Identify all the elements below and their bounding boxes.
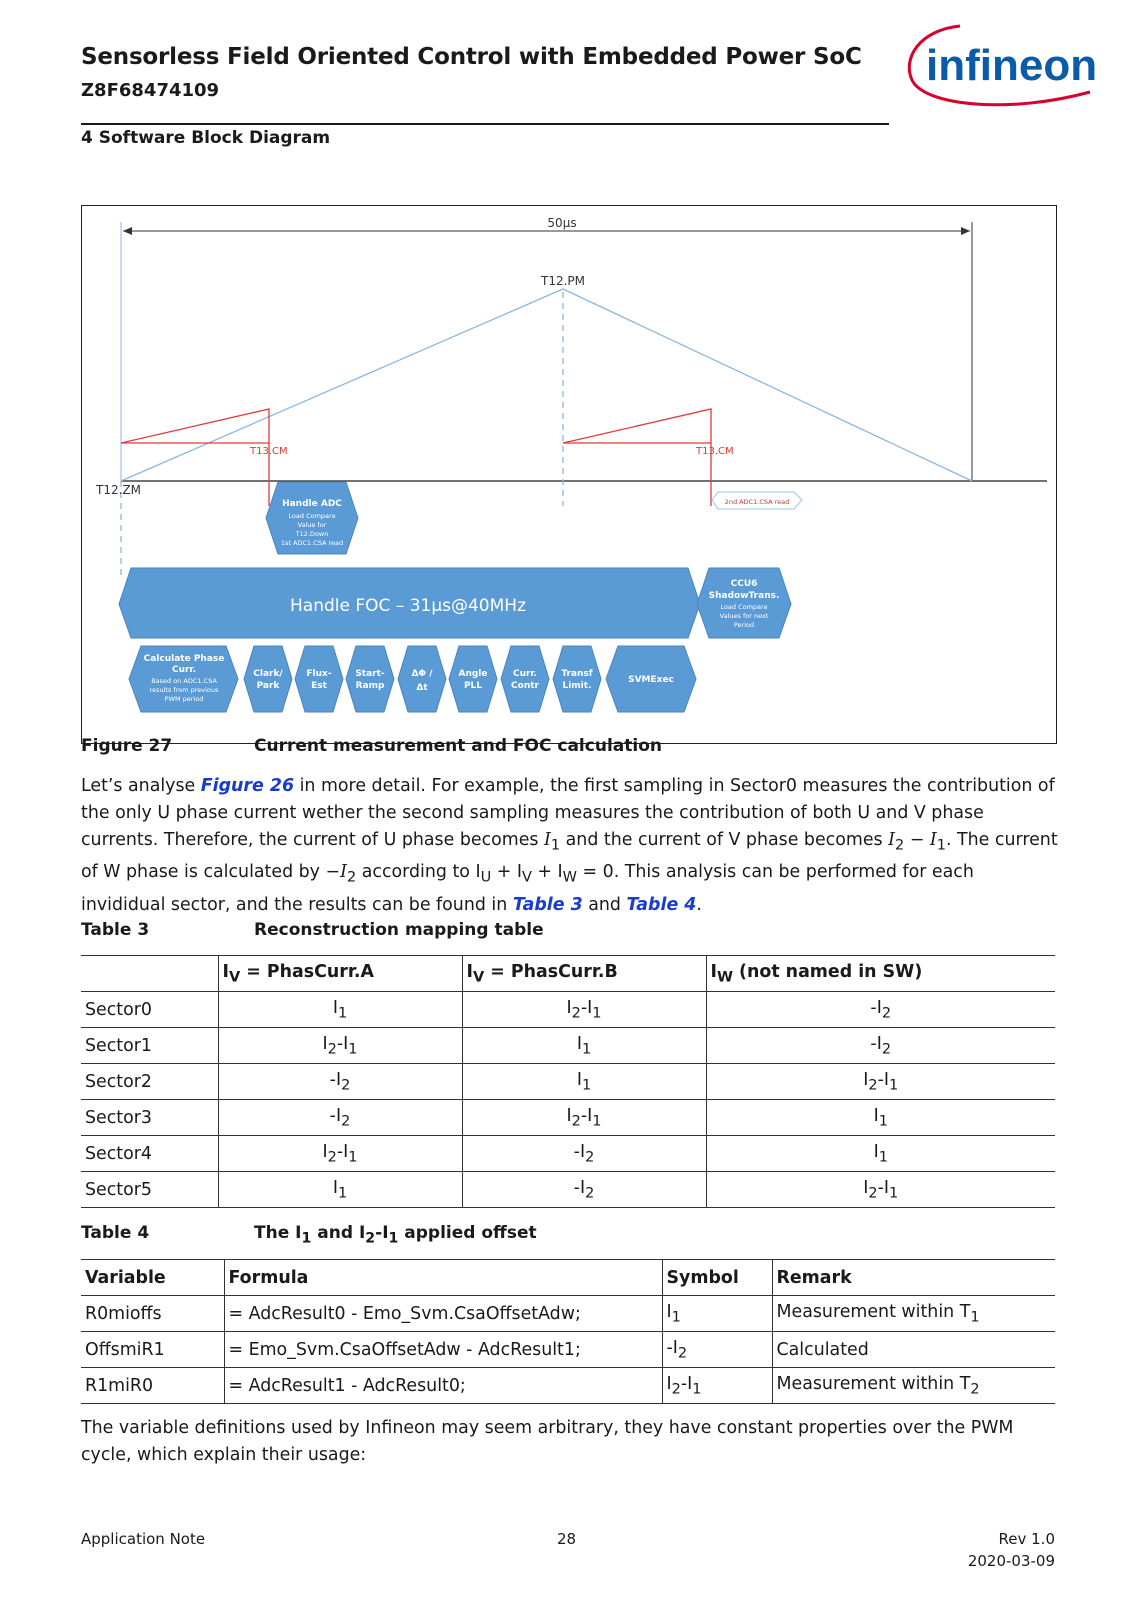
table-header-variable: Variable (81, 1260, 224, 1296)
transf-limit-block (553, 646, 601, 712)
sector-label: Sector3 (81, 1100, 218, 1136)
t13-cm-label-2: T13.CM (696, 446, 734, 457)
table-cell: $I_2-I_1$ (462, 1100, 706, 1136)
figure-caption-text: Current measurement and FOC calculation (254, 736, 662, 756)
reconstruction-mapping-table (81, 955, 1055, 1208)
applied-offset-table (81, 1259, 1055, 1404)
table-row (81, 1136, 1055, 1172)
table-header-row (81, 956, 1055, 992)
footer-revision: Rev 1.0 (998, 1530, 1055, 1548)
table-cell: $I_1$ (706, 1136, 1055, 1172)
sector-label: Sector0 (81, 992, 218, 1028)
calc-phase-title: Curr. (171, 665, 197, 675)
zm-label: T12.ZM (96, 483, 141, 497)
document-title: Sensorless Field Oriented Control with Embedded Power SoC (81, 44, 862, 70)
curr-contr-label: Curr. (512, 669, 538, 679)
handle-adc-title: Handle ADC (282, 499, 342, 509)
formula-cell: = Emo_Svm.CsaOffsetAdw - AdcResult1; (224, 1332, 662, 1368)
table-4-link[interactable]: Table 4 (626, 894, 697, 915)
adc2-read-label: 2nd ADC1.CSA read (724, 498, 790, 506)
table-row (81, 1172, 1055, 1208)
transf-limit-label: Limit. (562, 681, 592, 691)
closing-paragraph: The variable definitions used by Infineon may seem arbitrary, they have constant properties over the PWM cycle, which explain their usage: (81, 1418, 1014, 1465)
ccu6-line: Load Compare (720, 603, 768, 611)
curr-contr-block (501, 646, 549, 712)
table-cell: $-I_2$ (706, 992, 1055, 1028)
clark-park-block (244, 646, 292, 712)
table-cell: $I_1$ (706, 1100, 1055, 1136)
table-header-row (81, 1260, 1055, 1296)
formula-cell: = AdcResult1 - AdcResult0; (224, 1368, 662, 1404)
clark-park-label: Clark/ (253, 669, 283, 679)
table-header-remark: Remark (772, 1260, 1055, 1296)
variable-cell: OffsmiR1 (81, 1332, 224, 1368)
calc-phase-line: PWM period (164, 695, 204, 703)
ccu6-title: ShadowTrans. (708, 591, 780, 601)
footer-date: 2020-03-09 (967, 1552, 1055, 1570)
angle-pll-label: Angle (458, 669, 488, 679)
body-paragraph: Let’s analyse Figure 26 in more detail. For example, the first sampling in Sector0 measures the contribution of the only U phase current wether the second sampling measures the contribution of both U and V phase currents. Therefore, the current of U phase becomes $I_1$ and the current of V phase becomes $I_2 - I_1$. The current of W phase is calculated by $-I_2$ according to $I_U + I_V + I_W = 0$. This analysis can be performed for each invididual sector, and the results can be found in Table 3 and Table 4. (81, 776, 1058, 915)
remark-cell: Calculated (772, 1332, 1055, 1368)
table-cell: $I_1$ (218, 1172, 462, 1208)
sector-label: Sector4 (81, 1136, 218, 1172)
table-cell: $I_2-I_1$ (218, 1136, 462, 1172)
table-row (81, 1064, 1055, 1100)
variable-cell: R1miR0 (81, 1368, 224, 1404)
table-cell: $I_1$ (462, 1028, 706, 1064)
sector-label: Sector5 (81, 1172, 218, 1208)
calc-phase-line: Based on ADC1.CSA (151, 677, 217, 685)
start-ramp-block (346, 646, 394, 712)
timing-diagram (82, 206, 1056, 743)
symbol-cell: $I_2-I_1$ (662, 1368, 772, 1404)
sector-label: Sector2 (81, 1064, 218, 1100)
header-rule (81, 123, 889, 125)
t13-ramp-1 (121, 409, 269, 506)
t12-triangle (121, 289, 972, 481)
pm-label: T12.PM (540, 274, 586, 288)
remark-cell: Measurement within $T_1$ (772, 1296, 1055, 1332)
symbol-cell: $-I_2$ (662, 1332, 772, 1368)
table-header-symbol: Symbol (662, 1260, 772, 1296)
handle-adc-line: Load Compare (288, 512, 336, 520)
t13-ramp-2 (563, 409, 711, 506)
variable-cell: R0mioffs (81, 1296, 224, 1332)
t13-cm-label-1: T13.CM (250, 446, 288, 457)
figure-caption-number: Figure 27 (81, 736, 173, 756)
table-cell: $I_2-I_1$ (706, 1064, 1055, 1100)
ccu6-line: Period (733, 621, 755, 629)
table-cell: $I_1$ (462, 1064, 706, 1100)
table-cell: $-I_2$ (218, 1064, 462, 1100)
table-cell: $-I_2$ (706, 1028, 1055, 1064)
dphi-dt-label: Δt (416, 683, 428, 693)
svm-exec-label: SVMExec (628, 675, 674, 685)
start-ramp-label: Start- (355, 669, 385, 679)
section-title: 4 Software Block Diagram (81, 128, 331, 148)
remark-cell: Measurement within $T_2$ (772, 1368, 1055, 1404)
table-cell: $I_2-I_1$ (462, 992, 706, 1028)
table-header-empty (81, 956, 218, 992)
start-ramp-label: Ramp (355, 681, 385, 691)
table-cell: $I_2-I_1$ (706, 1172, 1055, 1208)
table-row (81, 1028, 1055, 1064)
table-cell: $I_1$ (218, 992, 462, 1028)
curr-contr-label: Contr (511, 681, 539, 691)
period-label: 50µs (547, 216, 577, 230)
table-row (81, 1332, 1055, 1368)
angle-pll-block (449, 646, 497, 712)
footer-page-number: 28 (557, 1530, 577, 1548)
document-part-number: Z8F68474109 (81, 80, 220, 101)
table-header-formula: Formula (224, 1260, 662, 1296)
table-row (81, 1296, 1055, 1332)
calc-phase-line: results from previous (149, 686, 219, 694)
logo-text: infineon (926, 41, 1098, 90)
table-cell: $-I_2$ (462, 1136, 706, 1172)
period-arrow-head-left (123, 227, 132, 235)
angle-pll-label: PLL (463, 681, 483, 691)
dphi-dt-label: ΔΦ / (411, 669, 433, 679)
table-cell: $I_2-I_1$ (218, 1028, 462, 1064)
table-header-iw: $I_W$ (not named in SW) (706, 956, 1055, 992)
table-cell: $-I_2$ (218, 1100, 462, 1136)
ccu6-line: Values for next (719, 612, 769, 620)
table-cell: $-I_2$ (462, 1172, 706, 1208)
table-3-link[interactable]: Table 3 (512, 894, 583, 915)
handle-foc-label: Handle FOC – 31µs@40MHz (290, 596, 526, 616)
formula-cell: = AdcResult0 - Emo_Svm.CsaOffsetAdw; (224, 1296, 662, 1332)
ccu6-title: CCU6 (730, 579, 758, 589)
infineon-logo (900, 18, 1116, 116)
flux-est-label: Flux- (306, 669, 332, 679)
clark-park-label: Park (256, 681, 280, 691)
figure-26-link[interactable]: Figure 26 (200, 776, 295, 796)
table-row (81, 1100, 1055, 1136)
transf-limit-label: Transf (561, 669, 593, 679)
table-row (81, 1368, 1055, 1404)
figure-box (81, 205, 1057, 744)
handle-adc-line: 1st ADC1.CSA read (280, 539, 344, 547)
table3-caption-text: Reconstruction mapping table (254, 920, 544, 940)
table4-caption-number: Table 4 (81, 1223, 150, 1243)
flux-est-block (295, 646, 343, 712)
table-header-iv-a: $I_V$ = PhasCurr.A (218, 956, 462, 992)
table-header-iv-b: $I_V$ = PhasCurr.B (462, 956, 706, 992)
footer-doc-type: Application Note (81, 1530, 206, 1548)
handle-adc-line: T12.Down (295, 530, 329, 538)
table4-caption-text: The $I_1$ and $I_2-I_1$ applied offset (254, 1223, 537, 1247)
table-row (81, 992, 1055, 1028)
table3-caption-number: Table 3 (81, 920, 150, 940)
calc-phase-title: Calculate Phase (143, 654, 225, 664)
handle-adc-line: Value for (297, 521, 327, 529)
symbol-cell: $I_1$ (662, 1296, 772, 1332)
period-arrow-head-right (961, 227, 970, 235)
flux-est-label: Est (311, 681, 327, 691)
dphi-dt-block (398, 646, 446, 712)
sector-label: Sector1 (81, 1028, 218, 1064)
